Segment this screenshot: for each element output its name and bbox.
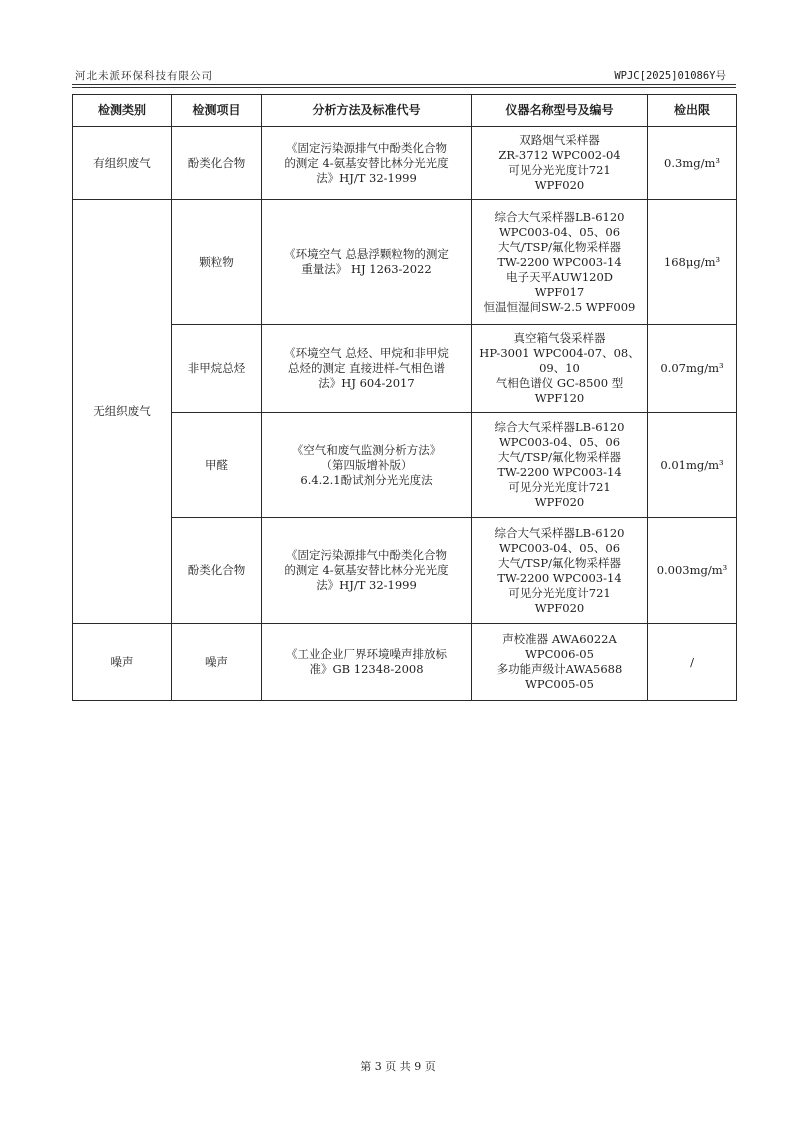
method-line: 6.4.2.1酚试剂分光光度法 — [300, 472, 433, 487]
instrument-line: 双路烟气采样器 — [519, 133, 600, 147]
instrument-cell — [472, 325, 648, 413]
column-header: 检测项目 — [172, 95, 262, 127]
limit-cell: 0.01mg/m³ — [648, 413, 737, 518]
instrument-line: WPF020 — [534, 600, 585, 615]
detection-methods-table — [72, 94, 737, 701]
header-rule-top — [72, 84, 736, 85]
limit-cell: 168μg/m³ — [648, 200, 737, 325]
instrument-line: 气相色谱仪 GC-8500 型 — [495, 376, 624, 390]
instrument-line: 综合大气采样器LB-6120 — [494, 525, 625, 540]
method-line: 的测定 4-氨基安替比林分光光度 — [284, 155, 449, 170]
instrument-line: TW-2200 WPC003-14 — [497, 254, 622, 269]
limit-cell: / — [648, 624, 737, 701]
instrument-cell — [472, 413, 648, 518]
method-line: 《固定污染源排气中酚类化合物 — [286, 548, 447, 562]
method-line: 法》HJ/T 32-1999 — [316, 170, 417, 185]
table-row — [73, 413, 737, 518]
limit-cell: 0.07mg/m³ — [648, 325, 737, 413]
item-cell: 酚类化合物 — [172, 127, 262, 200]
method-line: （第四版增补版） — [320, 457, 413, 472]
table-header-row — [73, 95, 737, 127]
instrument-line: 可见分光光度计721 — [508, 163, 611, 177]
item-cell: 酚类化合物 — [172, 518, 262, 624]
method-cell — [262, 325, 472, 413]
method-cell — [262, 518, 472, 624]
table-row — [73, 127, 737, 200]
column-header: 检测类别 — [73, 95, 172, 127]
instrument-cell — [472, 518, 648, 624]
header-rule-bottom — [72, 87, 736, 88]
company-name: 河北未派环保科技有限公司 — [75, 70, 213, 82]
instrument-line: 电子天平AUW120D — [506, 269, 613, 284]
instrument-cell — [472, 127, 648, 200]
table-row — [73, 624, 737, 701]
method-line: 法》HJ/T 32-1999 — [316, 578, 417, 592]
item-cell: 甲醛 — [172, 413, 262, 518]
instrument-line: 大气/TSP/氟化物采样器 — [497, 555, 622, 570]
instrument-line: TW-2200 WPC003-14 — [497, 465, 622, 479]
category-cell: 噪声 — [73, 624, 172, 701]
item-cell: 噪声 — [172, 624, 262, 701]
instrument-line: ZR-3712 WPC002-04 — [498, 148, 621, 162]
method-line: 《环境空气 总烃、甲烷和非甲烷 — [284, 346, 449, 360]
instrument-line: WPC006-05 — [525, 647, 594, 661]
instrument-line: 真空箱气袋采样器 — [513, 331, 606, 345]
instrument-line: WPF017 — [534, 284, 585, 299]
item-cell: 颗粒物 — [172, 200, 262, 325]
instrument-line: WPF020 — [534, 495, 585, 509]
instrument-line: HP-3001 WPC004-07、08、 — [479, 346, 640, 360]
method-cell — [262, 200, 472, 325]
method-line: 总烃的测定 直接进样-气相色谱 — [287, 361, 446, 375]
category-cell: 无组织废气 — [73, 200, 172, 624]
instrument-line: 声校准器 AWA6022A — [502, 632, 617, 646]
instrument-line: 恒温恒湿间SW-2.5 WPF009 — [483, 299, 636, 314]
instrument-line: WPC003-04、05、06 — [498, 224, 621, 239]
instrument-line: 综合大气采样器LB-6120 — [494, 420, 625, 434]
method-line: 《工业企业厂界环境噪声排放标 — [286, 647, 447, 661]
item-cell: 非甲烷总烃 — [172, 325, 262, 413]
method-line: 《环境空气 总悬浮颗粒物的测定 — [284, 247, 449, 261]
instrument-line: WPC003-04、05、06 — [498, 435, 621, 449]
instrument-line: WPF120 — [534, 391, 585, 405]
method-cell — [262, 624, 472, 701]
instrument-line: 大气/TSP/氟化物采样器 — [497, 239, 622, 254]
method-line: 重量法》 HJ 1263-2022 — [301, 262, 432, 276]
instrument-line: 可见分光光度计721 — [508, 480, 611, 494]
method-line: 《空气和废气监测分析方法》 — [291, 442, 442, 457]
instrument-line: WPC003-04、05、06 — [498, 540, 621, 555]
method-line: 法》HJ 604-2017 — [318, 376, 415, 390]
report-number: WPJC[2025]01086Y号 — [614, 70, 726, 82]
table-row — [73, 325, 737, 413]
instrument-cell — [472, 624, 648, 701]
method-cell — [262, 413, 472, 518]
method-cell — [262, 127, 472, 200]
table-row — [73, 200, 737, 325]
instrument-line: 多功能声级计AWA5688 — [496, 662, 623, 676]
page-number: 第 3 页 共 9 页 — [360, 1060, 436, 1073]
category-cell: 有组织废气 — [73, 127, 172, 200]
instrument-line: WPF020 — [534, 178, 585, 192]
method-line: 准》GB 12348-2008 — [309, 662, 424, 676]
method-line: 的测定 4-氨基安替比林分光光度 — [284, 563, 449, 577]
instrument-cell — [472, 200, 648, 325]
method-line: 《固定污染源排气中酚类化合物 — [286, 140, 447, 155]
column-header: 仪器名称型号及编号 — [472, 95, 648, 127]
column-header: 检出限 — [648, 95, 737, 127]
instrument-line: 可见分光光度计721 — [508, 585, 611, 600]
instrument-line: 09、10 — [539, 361, 580, 375]
instrument-line: WPC005-05 — [525, 677, 594, 691]
instrument-line: 大气/TSP/氟化物采样器 — [497, 450, 622, 464]
table-row — [73, 518, 737, 624]
instrument-line: 综合大气采样器LB-6120 — [494, 209, 625, 224]
limit-cell: 0.003mg/m³ — [648, 518, 737, 624]
column-header: 分析方法及标准代号 — [262, 95, 472, 127]
instrument-line: TW-2200 WPC003-14 — [497, 570, 622, 585]
limit-cell: 0.3mg/m³ — [648, 127, 737, 200]
